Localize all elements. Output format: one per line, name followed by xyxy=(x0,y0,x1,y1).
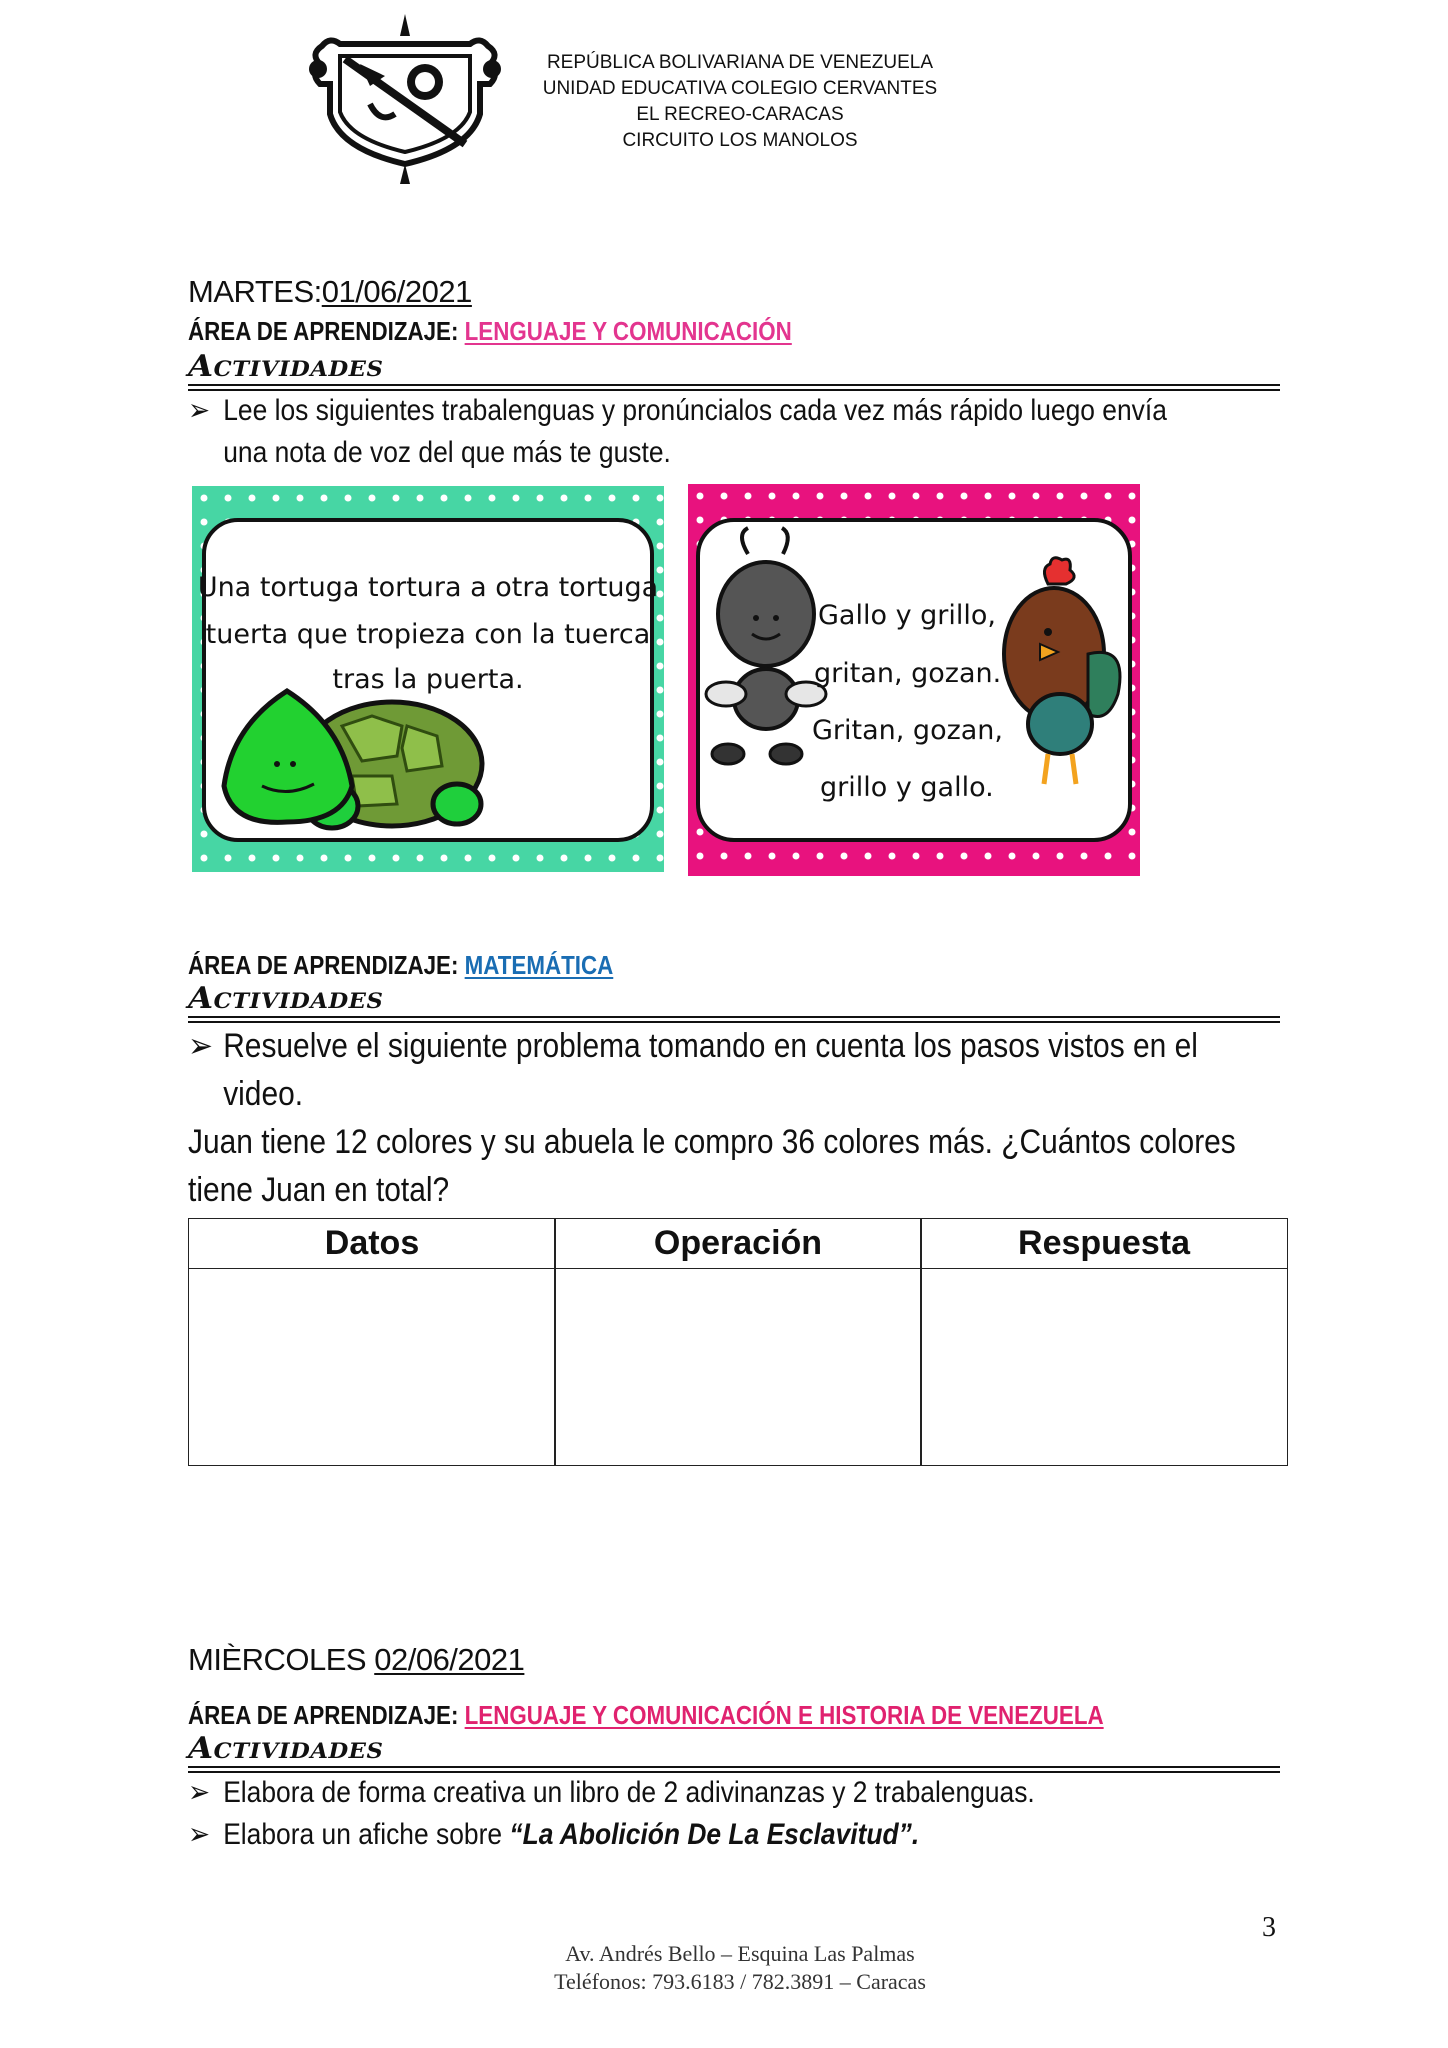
section1-activities xyxy=(188,349,1280,386)
card2-line2: gritan, gozan. xyxy=(814,658,1002,689)
header-line-3: EL RECREO-CARACAS xyxy=(636,104,844,125)
table-header-respuesta: Respuesta xyxy=(921,1219,1287,1269)
turtle-illustration xyxy=(224,691,482,828)
section1-area-link[interactable]: LENGUAJE Y COMUNICACIÓN xyxy=(464,316,792,346)
section3-area xyxy=(188,1700,1104,1731)
page-footer xyxy=(430,1940,1050,1996)
section1-area-label: ÁREA DE APRENDIZAJE: xyxy=(188,316,459,346)
section2-activities-label: Actividades xyxy=(188,981,384,1016)
section1-bullet xyxy=(188,390,1253,474)
page-number: 3 xyxy=(1262,1912,1276,1943)
card1-line2: tuerta que tropieza con la tuerca xyxy=(205,619,651,650)
day2-label: MIÈRCOLES xyxy=(188,1642,367,1677)
day1-date: 01/06/2021 xyxy=(321,274,472,309)
problem-line2: tiene Juan en total? xyxy=(188,1171,450,1209)
section3-bullets xyxy=(188,1772,1253,1856)
section2-rule xyxy=(188,1016,1280,1018)
header-line-2: UNIDAD EDUCATIVA COLEGIO CERVANTES xyxy=(542,78,938,99)
section2-bullet-line2: video. xyxy=(223,1075,304,1113)
table-header-operacion: Operación xyxy=(555,1219,921,1269)
bullet-arrow-icon: ➢ xyxy=(188,1776,211,1809)
section1-activities-label: Actividades xyxy=(188,349,384,384)
section2-bullet xyxy=(188,1022,1288,1214)
section3-bullet1: Elabora de forma creativa un libro de 2 adivinanzas y 2 trabalenguas. xyxy=(223,1776,1035,1809)
day2-date: 02/06/2021 xyxy=(374,1642,525,1677)
answer-table xyxy=(188,1218,1288,1466)
table-cell-operacion[interactable] xyxy=(556,1269,920,1465)
section2-bullet-line1: Resuelve el siguiente problema tomando en cuenta los pasos vistos en el xyxy=(223,1027,1198,1065)
section1-bullet-line1: Lee los siguientes trabalenguas y pronúncialos cada vez más rápido luego envía xyxy=(223,394,1167,427)
section3-bullet2-prefix: Elabora un afiche sobre xyxy=(223,1818,510,1851)
bullet-arrow-icon: ➢ xyxy=(188,1818,211,1851)
day2-heading xyxy=(188,1642,524,1678)
tongue-twister-card-turtle xyxy=(192,486,664,872)
section3-area-label: ÁREA DE APRENDIZAJE: xyxy=(188,1700,459,1730)
section1-bullet-line2: una nota de voz del que más te guste. xyxy=(223,436,671,469)
header-line-4: CIRCUITO LOS MANOLOS xyxy=(622,130,858,151)
card2-line4: grillo y gallo. xyxy=(820,772,994,803)
bullet-arrow-icon: ➢ xyxy=(188,394,211,427)
tongue-twister-card-rooster xyxy=(688,484,1140,876)
section1-rule xyxy=(188,384,1280,386)
section2-area-label: ÁREA DE APRENDIZAJE: xyxy=(188,950,459,980)
card1-line1: Una tortuga tortura a otra tortuga xyxy=(197,572,659,603)
footer-address: Av. Andrés Bello – Esquina Las Palmas xyxy=(565,1941,915,1966)
problem-line1: Juan tiene 12 colores y su abuela le compro 36 colores más. ¿Cuántos colores xyxy=(188,1123,1236,1161)
section3-activities-label: Actividades xyxy=(188,1731,384,1766)
table-header-datos: Datos xyxy=(189,1219,555,1269)
school-header xyxy=(480,50,1000,154)
day1-label: MARTES: xyxy=(188,274,322,309)
header-line-1: REPÚBLICA BOLIVARIANA DE VENEZUELA xyxy=(546,52,934,73)
bullet-arrow-icon: ➢ xyxy=(188,1027,214,1065)
card2-line1: Gallo y grillo, xyxy=(818,600,996,631)
footer-phones: Teléfonos: 793.6183 / 782.3891 – Caracas xyxy=(554,1969,926,1994)
section3-activities xyxy=(188,1731,1280,1768)
card2-line3: Gritan, gozan, xyxy=(812,715,1004,746)
section3-rule xyxy=(188,1766,1280,1768)
table-cell-respuesta[interactable] xyxy=(922,1269,1286,1465)
day1-heading xyxy=(188,274,472,310)
section2-activities xyxy=(188,981,1280,1018)
section3-area-link[interactable]: LENGUAJE Y COMUNICACIÓN E HISTORIA DE VENEZUELA xyxy=(464,1700,1104,1730)
card1-line3: tras la puerta. xyxy=(332,664,524,695)
table-cell-datos[interactable] xyxy=(189,1269,554,1465)
section2-area xyxy=(188,950,613,981)
section3-bullet2-emphasis: “La Abolición De La Esclavitud”. xyxy=(509,1818,920,1851)
section2-area-link[interactable]: MATEMÁTICA xyxy=(464,950,614,980)
school-crest-logo xyxy=(300,14,510,184)
section1-area xyxy=(188,316,792,347)
